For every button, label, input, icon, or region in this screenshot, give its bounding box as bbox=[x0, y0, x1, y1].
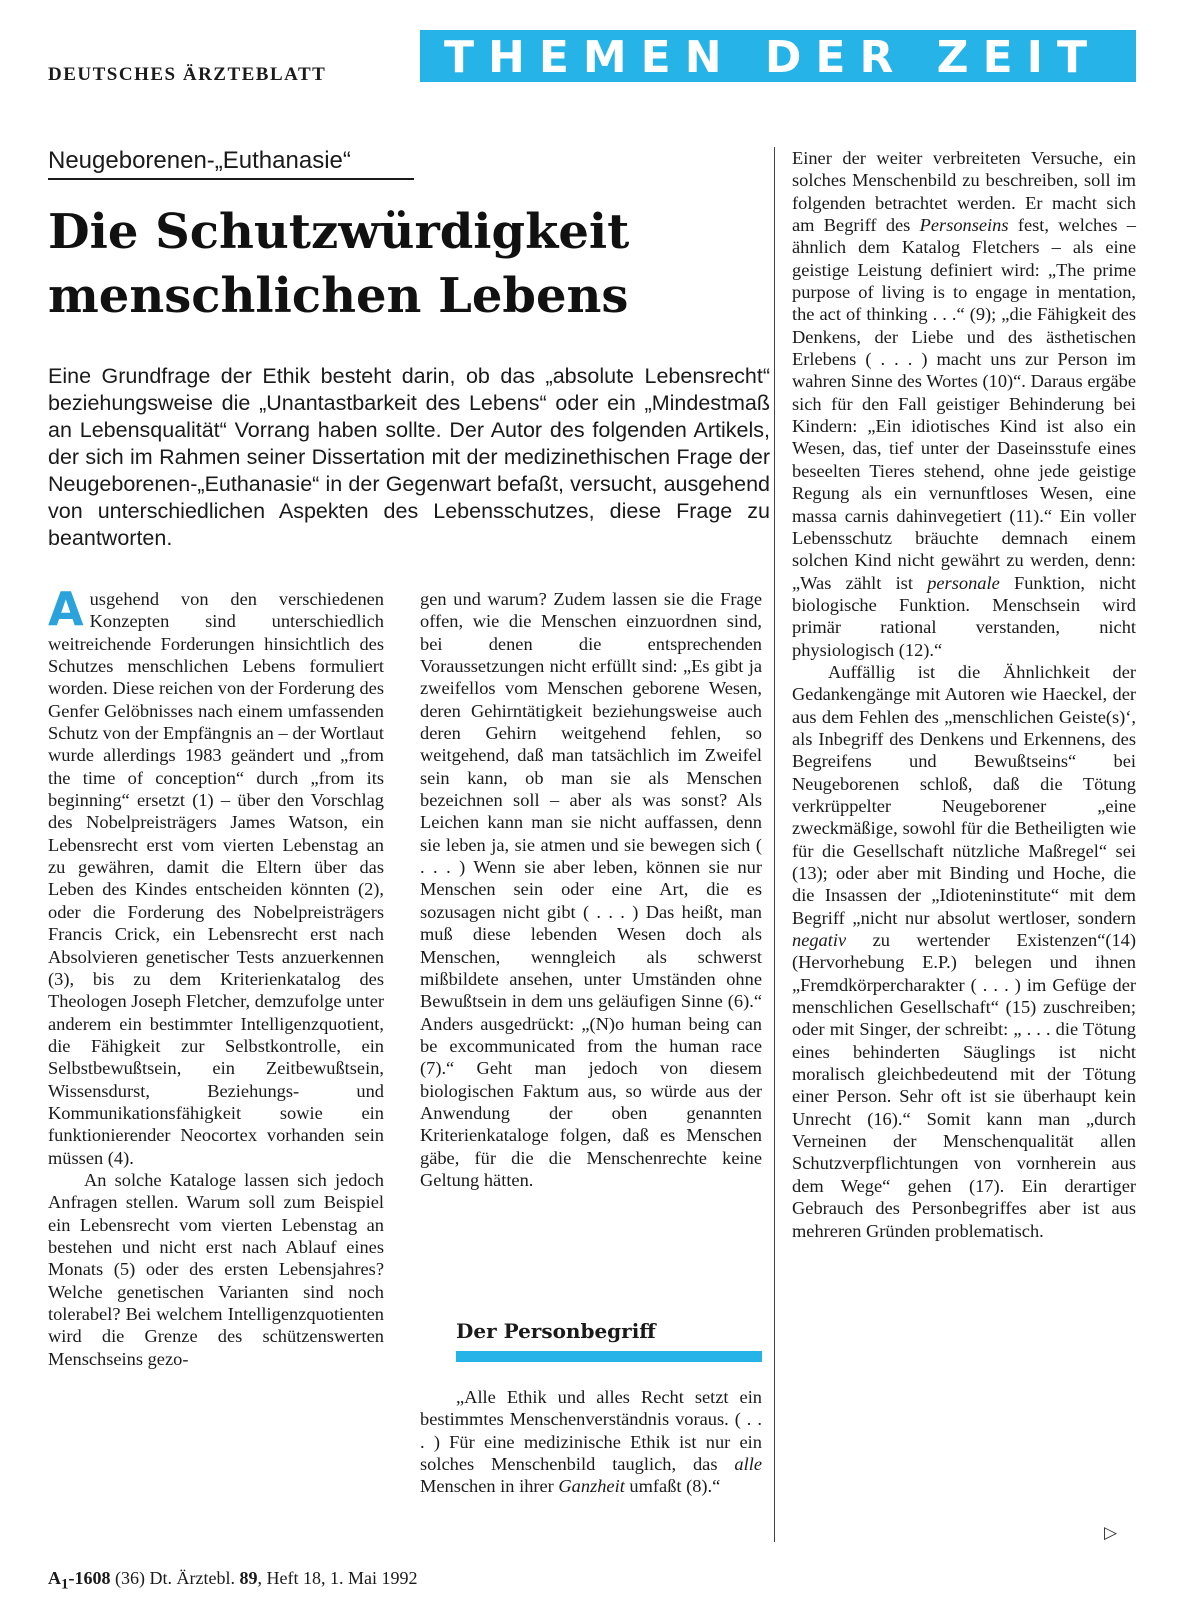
citation: , Heft 18, 1. Mai 1992 bbox=[257, 1568, 418, 1588]
volume: 89 bbox=[239, 1568, 258, 1588]
article-title: Die Schutzwürdigkeit menschlichen Lebens bbox=[48, 204, 630, 324]
page-code-sub: 1 bbox=[61, 1576, 69, 1593]
paragraph bbox=[792, 147, 1136, 661]
emphasis: Ganzheit bbox=[558, 1476, 625, 1497]
article-lead: Eine Grundfrage der Ethik besteht darin, ob das „absolute Lebensrecht“ beziehungsweise die „Unantastbarkeit des Lebens“ oder ein „Mindestmaß an Lebensqualität“ Vorrang haben sollte. Der Autor des folgenden Artikels, der sich im Rahmen seiner Dissertation mit der medizinethischen Frage der Neugeborenen-„Euthanasie“ in der Gegenwart befaßt, versucht, ausgehend von unterschiedlichen Aspekten des Lebensschutzes, diese Frage zu beantworten. bbox=[48, 364, 770, 550]
paragraph-text: Funktion, nicht biologische Funktion. Menschsein wird primär rational verstanden, nicht physiologisch (12).“ bbox=[792, 572, 1136, 660]
emphasis: personale bbox=[927, 572, 1000, 593]
emphasis: Personseins bbox=[919, 215, 1009, 236]
subheading-bar bbox=[456, 1351, 762, 1362]
column-divider bbox=[774, 147, 775, 1542]
citation: (36) Dt. Ärztebl. bbox=[110, 1568, 240, 1588]
drop-cap: A bbox=[48, 582, 84, 636]
paragraph: An solche Kataloge lassen sich jedoch Anfragen stellen. Warum soll zum Beispiel ein Lebensrecht vom vierten Lebenstag an bestehen und nicht erst nach Ablauf eines Monats (5) oder des ersten Lebensjahres? Welche genetischen Varianten sind noch tolerabel? Bei welchem Intelligenzquotienten wird die Grenze des schützenswerten Menschseins gezo- bbox=[48, 1169, 384, 1369]
kicker-underline bbox=[48, 178, 414, 180]
paragraph-text: fest, welches – ähnlich dem Katalog Fletchers – als eine geistige Leistung definiert wird: „The prime purpose of living is to engage in mentation, the act of thinking . . .“ (9); „die Fähigkeit des Denkens, der Liebe und des ästhetischen Erlebens ( . . . ) macht uns zur Person im wahren Sinne des Wortes (10)“. Daraus ergäbe sich für den Fall geistiger Behinderung bei Kindern: „Ein idiotisches Kind ist also ein Wesen, das, tief unter der Daseinsstufe eines beseelten Tieres stehend, ohne jede geistige Regung als ein vernunftloses Wesen, eine massa carnis dahinvegetiert (11).“ Ein voller Lebensschutz bräuchte demnach einem solchen Kind nicht gewährt zu werden, denn: „Was zählt ist bbox=[792, 215, 1136, 593]
section-banner bbox=[420, 30, 1136, 82]
emphasis: alle bbox=[734, 1454, 762, 1475]
paragraph bbox=[420, 1386, 762, 1498]
paragraph-text: Auffällig ist die Ähnlichkeit der Gedankengänge mit Autoren wie Haeckel, der aus dem Fehlen des „menschlichen Geiste(s)‘, als Inbegriff des Denkens und Erkennens, des Begreifens und Bewußtseins“ bei Neugeborenen schloß, daß die Tötung verkrüppelter Neugeborener „eine zweckmäßige, sowohl für die Betheiligten wie für die Gesellschaft nützliche Maßregel“ sei (13); oder aber mit Binding und Hoche, die die Insassen der „Idioteninstitute“ mit dem Begriff „nicht nur absolut wertloser, sondern bbox=[792, 661, 1136, 928]
section-subheading: Der Personbegriff bbox=[456, 1319, 656, 1343]
emphasis: negativ bbox=[792, 930, 847, 951]
body-column-3 bbox=[792, 147, 1136, 1242]
section-title: THEMEN DER ZEIT bbox=[444, 32, 1102, 83]
paragraph-text: zu wertender Existenzen“(14) (Hervorhebung E.P.) belegen und ihnen „Fremdkörpercharakter ( . . . ) im Gefüge der menschlichen Gesellschaft“ (15) zuschreiben; oder mit Singer, der schreibt: „ . . . die Tötung eines behinderten Säuglings ist nicht moralisch gleichbedeutend mit der Tötung einer Person. Sehr oft ist sie überhaupt kein Unrecht (16).“ Somit kann man „durch Verneinen der Menschenqualität allen Schutzverpflichtungen von vornherein aus dem Wege“ gehen (17). Ein derartiger Gebrauch des Personbegriffes aber ist aus mehreren Gründen problematisch. bbox=[792, 930, 1136, 1241]
paragraph-text: umfaßt (8).“ bbox=[624, 1476, 721, 1497]
page-number: -1608 bbox=[68, 1568, 111, 1588]
paragraph: gen und warum? Zudem lassen sie die Frage offen, wie die Menschen einzuordnen sind, bei denen die entsprechenden Voraussetzungen nicht erfüllt sind: „Es gibt ja zweifellos vom Menschen geborene Wesen, deren Gehirntätigkeit beziehungsweise auch deren Gehirn weitgehend fehlen, so weitgehend, daß man tatsächlich im Zweifel sein kann, ob man sie als Menschen bezeichnen soll – aber als was sonst? Als Leichen kann man sie nicht auffassen, denn sie leben ja, sie atmen und sie bewegen sich ( . . . ) Wenn sie aber leben, können sie nur Menschen sein oder eine Art, die es sozusagen nicht gibt ( . . . ) Das heißt, man muß diese lebenden Wesen doch als Menschen, wenngleich als schwerst mißbildete ansehen, unter Umständen ohne Bewußtsein in dem uns geläufigen Sinne (6).“ Anders ausgedrückt: „(N)o human being can be excommunicated from the human race (7).“ Geht man jedoch von diesem biologischen Faktum aus, so würde aus der Anwendung der oben genannten Kriterienkataloge folgen, daß es Menschen gäbe, für die die Menschenrechte keine Geltung hätten. bbox=[420, 589, 762, 1190]
paragraph-text: „Alle Ethik und alles Recht setzt ein bestimmtes Menschenverständnis voraus. ( . . . ) Für eine medizinische Ethik ist nur ein solches Menschenbild tauglich, das bbox=[420, 1387, 762, 1475]
paragraph bbox=[792, 661, 1136, 1242]
body-column-1 bbox=[48, 582, 384, 1370]
publication-name: DEUTSCHES ÄRZTEBLATT bbox=[48, 64, 327, 85]
paragraph-text: Menschen in ihrer bbox=[420, 1476, 559, 1497]
body-column-2 bbox=[420, 588, 762, 1191]
body-column-2-continued bbox=[420, 1386, 762, 1498]
article-kicker: Neugeborenen-„Euthanasie“ bbox=[48, 147, 351, 174]
page-footer bbox=[48, 1568, 417, 1594]
paragraph bbox=[48, 582, 384, 1169]
page-code: A bbox=[48, 1568, 61, 1588]
continued-arrow-icon: ▷ bbox=[1104, 1523, 1118, 1543]
paragraph-text: usgehend von den verschiedenen Konzepten sind unterschiedlich weitreichende Forderungen hinsichtlich des Schutzes menschlichen Lebens formuliert worden. Diese reichen von der Forderung des Genfer Gelöbnisses nach einem umfassenden Schutz von der Empfängnis an – der Wortlaut wurde allerdings 1983 geändert und „from the time of conception“ durch „from its beginning“ ersetzt (1) – über den Vorschlag des Nobelpreisträgers James Watson, ein Lebensrecht erst vom vierten Lebenstag an zu gewähren, damit die Eltern über das Leben des Kindes entscheiden könnten (2), oder die Forderung des Nobelpreisträgers Francis Crick, ein Lebensrecht erst nach Absolvieren genetischer Tests anzuerkennen (3), bis zu dem Kriterienkatalog des Theologen Joseph Fletcher, demzufolge unter anderem ein bestimmter Intelligenzquotient, die Fähigkeit zur Selbstkontrolle, ein Selbstbewußtsein, ein Zeitbewußtsein, Wissensdurst, Beziehungs- und Kommunikationsfähigkeit sowie ein funktionierender Neocortex vorhanden sein müssen (4). bbox=[48, 589, 384, 1168]
paragraph-text: Einer der weiter verbreiteten Versuche, ein solches Menschenbild zu beschreiben, soll im folgenden betrachtet werden. Er macht sich am Begriff des bbox=[792, 148, 1136, 236]
